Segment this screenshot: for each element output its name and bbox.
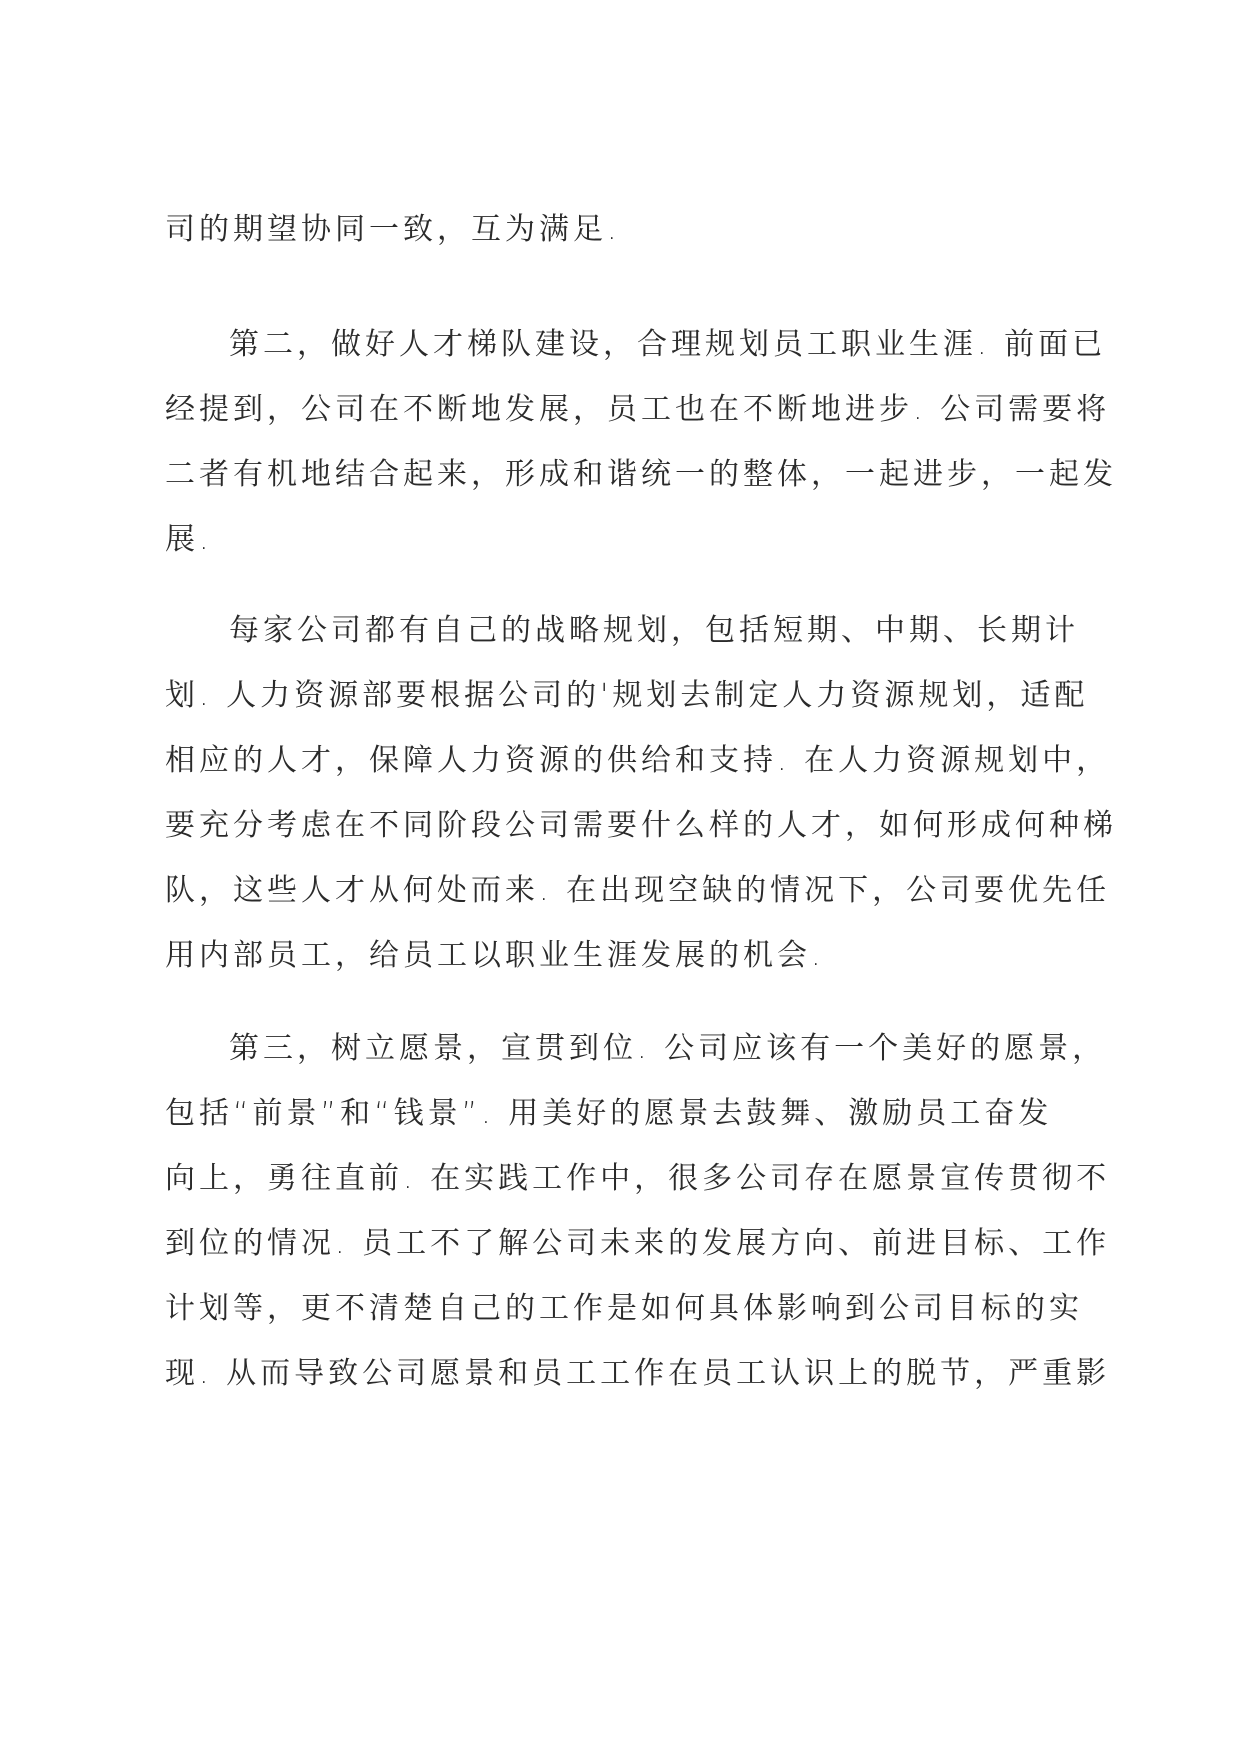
text-line: 二者有机地结合起来，形成和谐统一的整体，一起进步，一起发 [165, 457, 1117, 492]
text-line: 用内部员工，给员工以职业生涯发展的机会. [165, 938, 825, 973]
paragraph-1 [165, 197, 1095, 262]
text-line: 第二，做好人才梯队建设，合理规划员工职业生涯. 前面已 [229, 327, 1107, 362]
paragraph-4 [165, 1016, 1111, 1406]
text-line: 队，这些人才从何处而来. 在出现空缺的情况下，公司要优先任 [165, 873, 1111, 908]
text-line: 司的期望协同一致，互为满足. [165, 212, 621, 247]
text-line: 计划等，更不清楚自己的工作是如何具体影响到公司目标的实 [165, 1291, 1083, 1326]
text-line: 第三，树立愿景，宣贯到位. 公司应该有一个美好的愿景， [229, 1031, 1107, 1066]
text-line: 现. 从而导致公司愿景和员工工作在员工认识上的脱节，严重影 [165, 1356, 1111, 1391]
text-line: 要充分考虑在不同阶段公司需要什么样的人才，如何形成何种梯 [165, 808, 1117, 843]
text-line: 到位的情况. 员工不了解公司未来的发展方向、前进目标、工作 [165, 1226, 1111, 1261]
text-line: 相应的人才，保障人力资源的供给和支持. 在人力资源规划中， [165, 743, 1111, 778]
text-line: 向上，勇往直前. 在实践工作中，很多公司存在愿景宣传贯彻不 [165, 1161, 1111, 1196]
paragraph-3 [165, 598, 1117, 988]
text-line: 经提到，公司在不断地发展，员工也在不断地进步. 公司需要将 [165, 392, 1111, 427]
text-line: 划. 人力资源部要根据公司的'规划去制定人力资源规划，适配 [165, 678, 1089, 713]
text-line: 包括“前景”和“钱景”. 用美好的愿景去鼓舞、激励员工奋发 [165, 1096, 1053, 1131]
text-line: 每家公司都有自己的战略规划，包括短期、中期、长期计 [229, 613, 1079, 648]
text-line: 展. [165, 522, 213, 557]
paragraph-2 [165, 312, 1117, 572]
